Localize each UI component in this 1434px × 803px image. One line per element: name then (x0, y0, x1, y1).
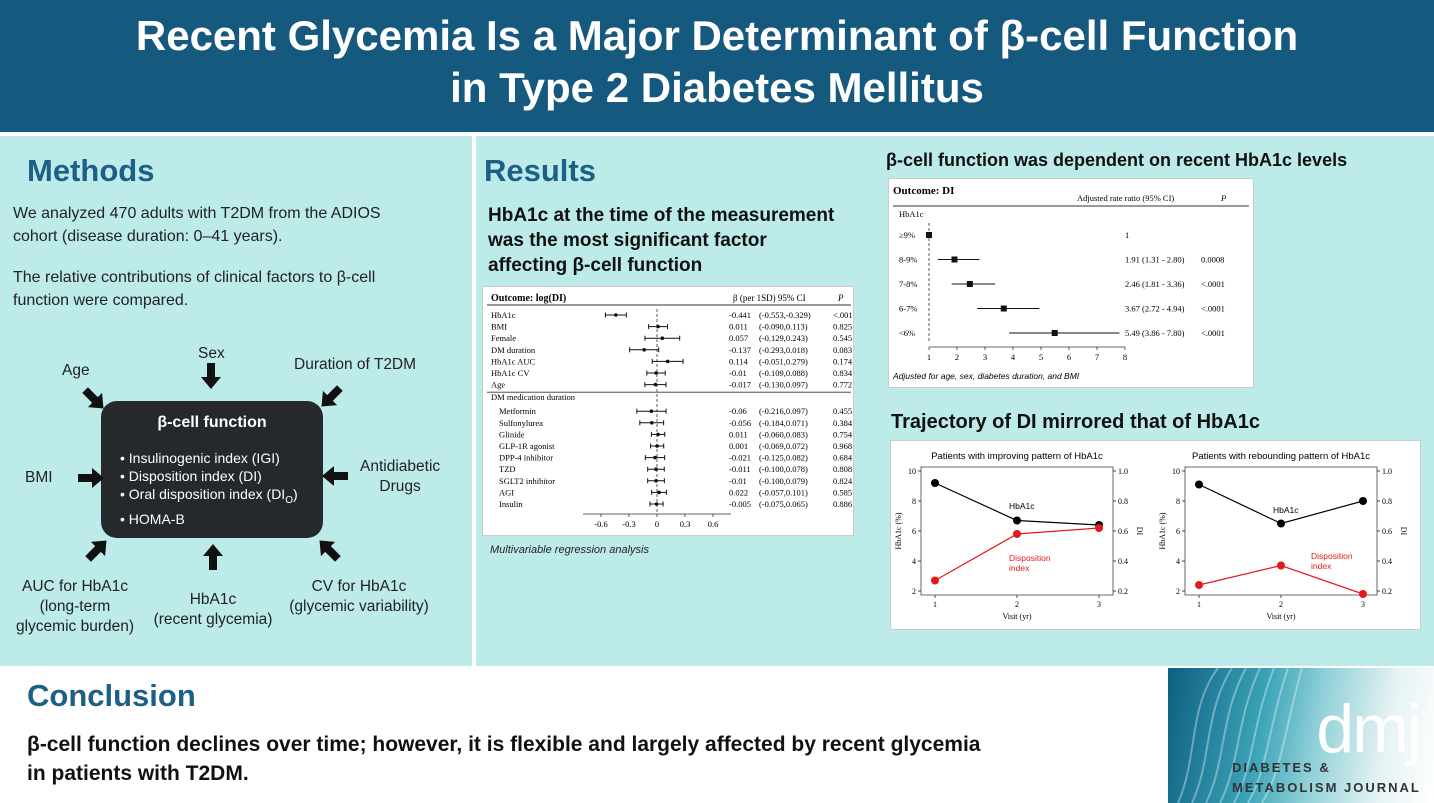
traj-left-series-point (931, 577, 939, 585)
forest2-x-tick-label: 8 (1122, 352, 1128, 362)
forest1-p: 0.384 (833, 417, 853, 428)
results-subtitle-3: Trajectory of DI mirrored that of HbA1c (891, 411, 1260, 433)
results-subtitle-1 (488, 203, 834, 278)
forest2-outcome: Outcome: DI (893, 185, 955, 197)
forest1-point (654, 479, 658, 483)
arrow-duration-icon (314, 381, 347, 414)
traj-right-y-right-tick-label: 0.4 (1382, 557, 1392, 566)
factor-antidiabetic-line-2: Drugs (379, 478, 421, 495)
arrow-age-icon (78, 383, 111, 416)
forest1-beta: -0.005 (729, 499, 751, 509)
forest1-ci: (-0.100,0.078) (759, 464, 808, 475)
forest1-p: 0.824 (833, 475, 853, 486)
forest1-row-label: HbA1c (491, 310, 516, 320)
conclusion-panel (0, 668, 1434, 803)
traj-right-y-right-tick-label: 0.6 (1382, 527, 1392, 536)
forest1-point (655, 444, 659, 448)
traj-left-series-point (1013, 530, 1021, 538)
header-banner (0, 0, 1434, 132)
forest1-point (656, 433, 660, 437)
traj-right-x-tick-label: 3 (1361, 600, 1365, 609)
forest2-x-tick-label: 2 (954, 352, 960, 362)
traj-right-ylabel-left: HbA1c (%) (1158, 512, 1167, 550)
forest1-p: 0.825 (833, 321, 853, 332)
forest1-p: 0.772 (833, 379, 853, 390)
conclusion-line-1: β-cell function declines over time; however, it is flexible and largely affected by recent glycemia (27, 733, 981, 756)
forest1-p: 0.754 (833, 429, 853, 440)
forest-plot-di (888, 178, 1254, 388)
traj-right-y-left-tick-label: 4 (1176, 557, 1180, 566)
forest1-ci: (-0.090,0.113) (759, 321, 808, 332)
forest2-estimate: 1 (1125, 230, 1130, 240)
forest1-beta: -0.017 (729, 379, 751, 390)
forest2-x-tick-label: 6 (1066, 352, 1072, 362)
forest1-row-label: BMI (491, 321, 508, 332)
forest1-row-label: GLP-1R agonist (499, 441, 555, 451)
traj-right-xlabel: Visit (yr) (1266, 612, 1296, 621)
forest-plot-log-di (482, 286, 854, 536)
traj-left-y-left-tick-label: 10 (908, 467, 916, 476)
forest1-row-label: Metformin (499, 406, 536, 417)
forest1-row-label: DPP-4 inhibitor (499, 452, 554, 463)
forest1-x-tick-label: 0 (654, 519, 660, 529)
forest1-p: 0.585 (833, 487, 853, 498)
forest1-p: 0.808 (833, 464, 853, 475)
traj-right-y-left-tick-label: 8 (1176, 497, 1180, 506)
forest-plot-log-di-svg (483, 287, 855, 537)
forest1-beta: -0.01 (729, 368, 747, 378)
forest1-row-label: TZD (499, 464, 516, 475)
methods-para-2-line-2: function were compared. (13, 292, 189, 309)
traj-right-y-left-tick-label: 6 (1176, 527, 1180, 536)
forest-plot-log-di-note: Multivariable regression analysis (490, 544, 649, 556)
forest1-ci: (-0.057,0.101) (759, 487, 808, 498)
forest1-point (614, 313, 618, 317)
page-title (0, 0, 1434, 114)
forest1-beta: -0.06 (729, 406, 747, 417)
forest1-beta: -0.021 (729, 452, 751, 463)
traj-left-series-point (1013, 517, 1021, 525)
results-subtitle-1-line-1: HbA1c at the time of the measurement (488, 205, 835, 226)
forest1-p: <.001 (833, 310, 853, 320)
forest2-col-p: P (1221, 193, 1227, 203)
index-item-dio: • Oral disposition index $(DI_O)$ (120, 486, 298, 506)
traj-left-ylabel-right: DI (1135, 526, 1144, 536)
forest1-ci: (-0.069,0.072) (759, 441, 808, 451)
index-item-di: • Disposition index (DI) (120, 468, 262, 484)
conclusion-title: Conclusion (27, 678, 196, 713)
traj-right-series-point (1277, 520, 1285, 528)
forest2-point (1052, 330, 1058, 336)
forest2-x-tick-label: 5 (1038, 352, 1044, 362)
forest2-point (951, 257, 957, 263)
index-item-igi: • Insulinogenic index (IGI) (120, 450, 280, 466)
forest1-ci: (-0.051,0.279) (759, 356, 808, 367)
index-item-dio-subscript: O (285, 494, 293, 506)
forest1-outcome: Outcome: log(DI) (491, 293, 567, 304)
factor-auc-line-1: AUC for HbA1c (22, 578, 128, 595)
forest2-point (926, 232, 932, 238)
forest1-beta: -0.137 (729, 344, 751, 355)
forest1-p: 0.083 (833, 344, 853, 355)
forest-plot-di-svg (889, 179, 1255, 389)
conclusion-line-2: in patients with T2DM. (27, 762, 249, 785)
traj-left-y-right-tick-label: 0.8 (1118, 497, 1128, 506)
traj-left-y-right-tick-label: 0.4 (1118, 557, 1128, 566)
forest1-row-label: DM duration (491, 344, 536, 355)
forest2-row-label: ≥9% (899, 230, 915, 240)
traj-left-di-label-line-2: index (1009, 563, 1030, 573)
forest1-ci: (-0.100,0.079) (759, 475, 808, 486)
index-item-dio-close: ) (292, 486, 298, 502)
forest1-p: 0.455 (833, 406, 853, 417)
results-panel (476, 136, 1434, 666)
forest1-x-tick-label: -0.6 (594, 519, 608, 529)
forest1-row-label: Glinide (499, 429, 525, 440)
traj-left-x-tick-label: 2 (1015, 600, 1019, 609)
forest1-point (666, 360, 670, 364)
trajectory-charts (890, 440, 1421, 630)
traj-right-series-line (1199, 566, 1363, 595)
traj-right-x-tick-label: 2 (1279, 600, 1283, 609)
arrow-cv-icon (312, 533, 345, 566)
forest1-beta: 0.057 (729, 333, 749, 344)
traj-left-y-left-tick-label: 6 (912, 527, 916, 536)
forest1-point (654, 467, 658, 471)
forest2-row-label: 6-7% (899, 303, 918, 314)
forest1-point (650, 409, 654, 413)
forest1-point (655, 502, 659, 506)
forest1-p: 0.174 (833, 356, 853, 367)
traj-left-y-left-tick-label: 4 (912, 557, 916, 566)
traj-right-y-right-tick-label: 0.2 (1382, 587, 1392, 596)
forest1-beta: -0.441 (729, 310, 751, 320)
forest1-ci: (-0.125,0.082) (759, 452, 808, 463)
forest1-row-label: Insulin (499, 499, 523, 509)
forest2-row-label: <6% (899, 328, 916, 338)
forest2-estimate: 5.49 (3.86 - 7.80) (1125, 328, 1185, 338)
forest2-x-tick-label: 1 (926, 352, 932, 362)
forest2-estimate: 1.91 (1.31 - 2.80) (1125, 254, 1185, 265)
forest1-beta: -0.01 (729, 475, 747, 486)
forest2-row-label: 7-8% (899, 279, 918, 289)
index-item-homab: • HOMA-B (120, 510, 185, 527)
title-line-2: in Type 2 Diabetes Mellitus (450, 64, 984, 111)
forest1-point (650, 421, 654, 425)
traj-left-ylabel-left: HbA1c (%) (894, 512, 903, 550)
arrow-sex-icon (201, 363, 221, 389)
factor-arrows (0, 136, 472, 666)
forest2-x-tick-label: 3 (982, 352, 988, 362)
traj-left-y-right-tick-label: 0.2 (1118, 587, 1128, 596)
forest1-beta: 0.011 (729, 429, 748, 440)
traj-right-y-right-tick-label: 1.0 (1382, 467, 1392, 476)
forest1-beta: 0.114 (729, 356, 748, 367)
traj-right-series-point (1195, 481, 1203, 489)
trajectory-charts-svg (891, 441, 1422, 631)
traj-left-xlabel: Visit (yr) (1002, 612, 1032, 621)
forest1-col-beta: β (per 1SD) 95% CI (733, 293, 806, 303)
forest2-x-tick-label: 4 (1010, 352, 1016, 362)
title-line-1: Recent Glycemia Is a Major Determinant of β-cell Function (135, 12, 1299, 59)
traj-right-frame (1185, 467, 1377, 595)
traj-right-x-tick-label: 1 (1197, 600, 1201, 609)
results-subtitle-1-line-2: was the most significant factor (488, 230, 767, 251)
factor-auc-line-2: (long-term (39, 598, 111, 615)
traj-right-di-label-line-1: Disposition (1311, 551, 1353, 561)
traj-left-y-right-tick-label: 1.0 (1118, 467, 1128, 476)
traj-right-y-right-tick-label: 0.8 (1382, 497, 1392, 506)
forest1-point (653, 456, 657, 460)
forest1-row-label: SGLT2 inhibitor (499, 475, 556, 486)
forest1-point (642, 348, 646, 352)
forest1-p: 0.968 (833, 441, 853, 451)
factor-hba1c-line-1: HbA1c (189, 591, 237, 608)
methods-title: Methods (27, 153, 155, 188)
forest1-point (661, 336, 665, 340)
traj-left-y-right-tick-label: 0.6 (1118, 527, 1128, 536)
index-item-di-label: Disposition index (DI) (128, 468, 262, 484)
forest1-beta: 0.001 (729, 441, 749, 451)
forest1-point (654, 371, 658, 375)
forest1-medication-header: DM medication duration (491, 392, 576, 403)
forest2-point (967, 281, 973, 287)
forest2-point (1001, 306, 1007, 312)
forest1-row-label: HbA1c AUC (491, 356, 536, 367)
results-subtitle-1-line-3: affecting β-cell function (488, 255, 703, 276)
forest2-group-label: HbA1c (899, 209, 924, 219)
forest1-point (656, 325, 660, 329)
forest1-col-p: P (838, 293, 844, 303)
forest1-point (657, 491, 661, 495)
traj-left-series-point (931, 479, 939, 487)
forest2-row-label: 8-9% (899, 254, 918, 265)
index-item-homab-label: HOMA-B (128, 510, 185, 527)
forest1-ci: (-0.553,-0.329) (759, 310, 811, 320)
factor-cv-line-1: CV for HbA1c (311, 578, 407, 595)
methods-para-2-line-1: The relative contributions of clinical factors to β-cell (13, 269, 376, 286)
forest1-ci: (-0.184,0.071) (759, 417, 808, 428)
forest1-ci: (-0.129,0.243) (759, 333, 808, 344)
forest1-point (654, 383, 658, 387)
forest1-ci: (-0.216,0.097) (759, 406, 808, 417)
forest2-p: 0.0008 (1201, 254, 1225, 265)
traj-right-title: Patients with rebounding pattern of HbA1c (1192, 451, 1370, 462)
forest1-beta: -0.011 (729, 464, 751, 475)
logo-line-2: METABOLISM JOURNAL (1232, 780, 1421, 795)
factor-bmi: BMI (25, 469, 53, 486)
conclusion-text (27, 730, 1137, 788)
forest1-p: 0.886 (833, 499, 853, 509)
forest1-row-label: Sulfonylurea (499, 417, 543, 428)
forest2-estimate: 2.46 (1.81 - 3.36) (1125, 279, 1185, 289)
forest2-note: Adjusted for age, sex, diabetes duration, and BMI (893, 371, 1080, 381)
factor-cv-line-2: (glycemic variability) (289, 598, 429, 615)
factor-auc-line-3: glycemic burden) (15, 618, 135, 635)
traj-left-title: Patients with improving pattern of HbA1c (931, 451, 1103, 462)
factor-age: Age (62, 362, 90, 379)
results-title: Results (484, 153, 596, 188)
forest2-p: <.0001 (1201, 279, 1225, 289)
forest2-p: <.0001 (1201, 303, 1225, 314)
forest2-x-tick-label: 7 (1094, 352, 1100, 362)
arrow-auc-icon (81, 533, 114, 566)
forest1-ci: (-0.293,0.018) (759, 344, 808, 355)
logo-line-1: DIABETES & (1232, 760, 1331, 775)
index-item-igi-label: Insulinogenic index (IGI) (128, 450, 280, 466)
forest1-x-tick-label: 0.3 (679, 519, 691, 529)
forest1-beta: 0.022 (729, 487, 749, 498)
forest1-p: 0.834 (833, 368, 853, 378)
traj-right-hba1c-label: HbA1c (1273, 505, 1299, 515)
traj-right-ylabel-right: DI (1399, 526, 1408, 536)
forest2-col-rr: Adjusted rate ratio (95% CI) (1077, 193, 1175, 203)
forest1-p: 0.545 (833, 333, 853, 344)
logo-dmj-text: dmj (1316, 691, 1420, 767)
traj-left-x-tick-label: 3 (1097, 600, 1101, 609)
forest1-x-tick-label: -0.3 (622, 519, 636, 529)
factor-sex: Sex (198, 345, 225, 362)
forest1-ci: (-0.075,0.065) (759, 499, 808, 509)
traj-left-y-left-tick-label: 2 (912, 587, 916, 596)
traj-right-series-point (1359, 497, 1367, 505)
forest1-p: 0.684 (833, 452, 853, 463)
factor-antidiabetic-line-1: Antidiabetic (360, 458, 441, 475)
arrow-bmi-icon (78, 468, 104, 488)
forest1-ci: (-0.109,0.088) (759, 368, 808, 378)
methods-para-1-line-2: cohort (disease duration: 0–41 years). (13, 228, 283, 245)
arrow-hba1c-icon (203, 544, 223, 570)
methods-para-1-line-1: We analyzed 470 adults with T2DM from the ADIOS (13, 205, 381, 222)
forest1-row-label: HbA1c CV (491, 368, 530, 378)
traj-left-di-label-line-1: Disposition (1009, 553, 1051, 563)
traj-right-y-left-tick-label: 2 (1176, 587, 1180, 596)
traj-right-series-point (1277, 562, 1285, 570)
traj-left-x-tick-label: 1 (933, 600, 937, 609)
arrow-antidiabetic-icon (322, 466, 348, 486)
traj-right-series-point (1195, 581, 1203, 589)
beta-cell-box-title: β-cell function (157, 414, 267, 431)
forest1-row-label: AGI (499, 487, 515, 498)
forest2-p: <.0001 (1201, 328, 1225, 338)
factor-duration: Duration of T2DM (294, 356, 417, 373)
traj-right-y-left-tick-label: 10 (1172, 467, 1180, 476)
forest1-row-label: Age (491, 379, 506, 390)
traj-right-series-point (1359, 590, 1367, 598)
forest1-ci: (-0.060,0.083) (759, 429, 808, 440)
forest1-beta: 0.011 (729, 321, 748, 332)
traj-left-series-point (1095, 524, 1103, 532)
forest1-beta: -0.056 (729, 417, 751, 428)
forest1-row-label: Female (491, 333, 517, 344)
forest1-ci: (-0.130,0.097) (759, 379, 808, 390)
traj-left-hba1c-label: HbA1c (1009, 501, 1035, 511)
dmj-logo (1168, 668, 1434, 803)
traj-right-di-label-line-2: index (1311, 561, 1332, 571)
index-item-dio-label: Oral disposition index (DI (128, 486, 286, 502)
forest1-x-tick-label: 0.6 (707, 519, 719, 529)
factor-hba1c-line-2: (recent glycemia) (153, 611, 273, 628)
forest2-estimate: 3.67 (2.72 - 4.94) (1125, 303, 1185, 314)
methods-panel (0, 136, 472, 666)
traj-left-y-left-tick-label: 8 (912, 497, 916, 506)
results-subtitle-2: β-cell function was dependent on recent HbA1c levels (886, 150, 1348, 170)
traj-right-series-line (1199, 485, 1363, 524)
